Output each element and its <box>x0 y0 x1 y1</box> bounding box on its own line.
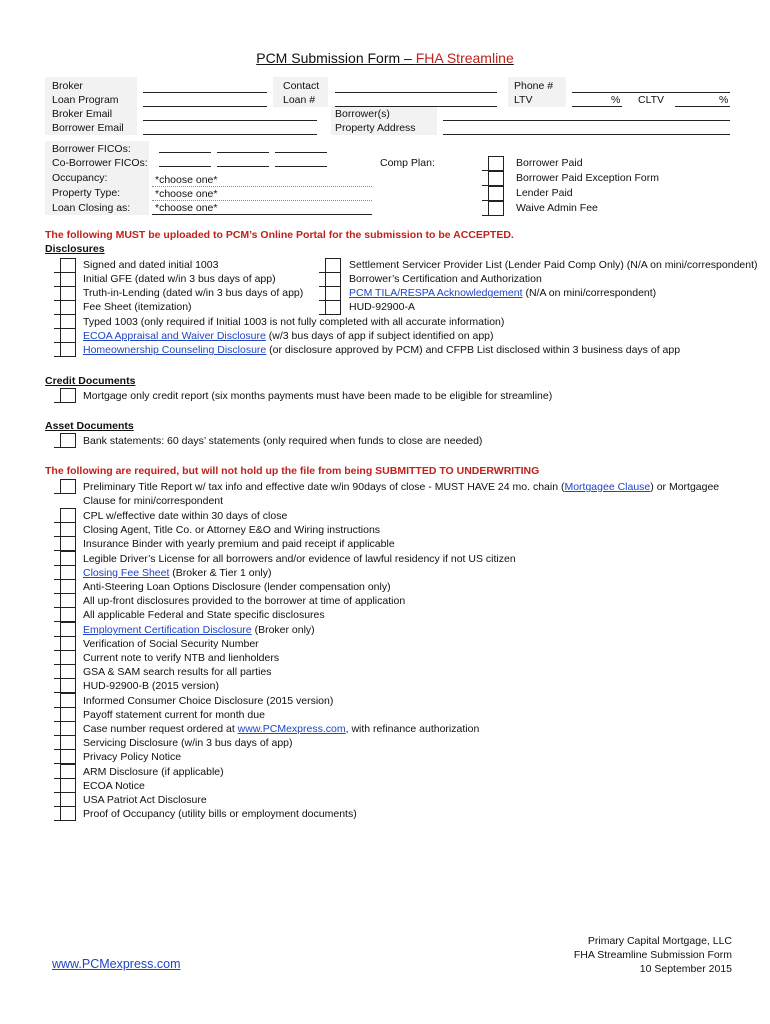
checkbox[interactable] <box>60 593 76 608</box>
required-item: All applicable Federal and State specific disclosures <box>83 609 325 621</box>
disclosure-item: Signed and dated initial 1003 <box>83 259 219 271</box>
footer-form-name: FHA Streamline Submission Form <box>573 949 732 961</box>
comp-plan-label: Comp Plan: <box>380 157 435 169</box>
disclosure-item: Borrower’s Certification and Authorization <box>349 273 542 285</box>
title-main: PCM Submission Form – <box>256 50 416 66</box>
checkbox[interactable] <box>60 314 76 329</box>
footer-company: Primary Capital Mortgage, LLC <box>587 935 732 947</box>
checkbox[interactable] <box>60 328 76 343</box>
checkbox[interactable] <box>60 650 76 665</box>
checkbox[interactable] <box>60 300 76 315</box>
checkbox[interactable] <box>60 622 76 637</box>
ltv-label: LTV <box>514 94 533 106</box>
mortgagee-clause-link[interactable]: Mortgagee Clause <box>564 481 651 493</box>
required-item: Legible Driver’s License for all borrowers and/or evidence of lawful residency if not US citizen <box>83 553 516 565</box>
required-item: GSA & SAM search results for all parties <box>83 666 272 678</box>
checkbox[interactable] <box>60 678 76 693</box>
comp-option-lender-paid: Lender Paid <box>516 187 573 199</box>
required-item: CPL w/effective date within 30 days of close <box>83 510 288 522</box>
phone-field[interactable] <box>572 92 730 93</box>
required-item: USA Patriot Act Disclosure <box>83 794 207 806</box>
checkbox[interactable] <box>60 749 76 764</box>
required-item: Closing Fee Sheet (Broker & Tier 1 only) <box>83 567 272 579</box>
checkbox[interactable] <box>60 693 76 708</box>
homeownership-link[interactable]: Homeownership Counseling Disclosure <box>83 344 267 356</box>
checkbox-line <box>54 356 76 357</box>
disclosure-item: HUD-92900-A <box>349 301 415 313</box>
borrowers-label: Borrower(s) <box>335 108 390 120</box>
borrower-fico-1[interactable] <box>159 152 211 153</box>
checkbox[interactable] <box>60 778 76 793</box>
required-item: All up-front disclosures provided to the borrower at time of application <box>83 595 406 607</box>
tila-respa-link[interactable]: PCM TILA/RESPA Acknowledgement <box>349 287 523 299</box>
checkbox[interactable] <box>60 522 76 537</box>
coborrower-ficos-label: Co-Borrower FICOs: <box>52 157 148 169</box>
checkbox[interactable] <box>60 636 76 651</box>
required-item: Privacy Policy Notice <box>83 751 182 763</box>
required-item: HUD-92900-B (2015 version) <box>83 680 219 692</box>
asset-heading: Asset Documents <box>45 420 134 432</box>
loan-closing-underline <box>152 214 372 215</box>
required-item-continued: Clause for mini/correspondent <box>83 495 224 507</box>
checkbox[interactable] <box>60 508 76 523</box>
checkbox[interactable] <box>60 258 76 273</box>
comp-checkbox-lender-paid[interactable] <box>488 186 504 201</box>
checkbox[interactable] <box>60 272 76 287</box>
coborrower-fico-1[interactable] <box>159 166 211 167</box>
checkbox[interactable] <box>60 433 76 448</box>
occupancy-label: Occupancy: <box>52 172 108 184</box>
borrower-email-label: Borrower Email <box>52 122 124 134</box>
property-type-select[interactable]: *choose one* <box>155 188 218 200</box>
checkbox[interactable] <box>60 607 76 622</box>
disclosures-heading: Disclosures <box>45 243 105 255</box>
footer-website: www.PCMexpress.com <box>52 957 181 971</box>
required-item: Anti-Steering Loan Options Disclosure (lender compensation only) <box>83 581 391 593</box>
disclosure-item: Truth-in-Lending (dated w/in 3 bus days of app) <box>83 287 304 299</box>
required-item: Informed Consumer Choice Disclosure (2015 version) <box>83 695 334 707</box>
checkbox[interactable] <box>60 721 76 736</box>
cltv-field[interactable] <box>675 106 730 107</box>
checkbox-line <box>319 314 341 315</box>
checkbox[interactable] <box>325 286 341 301</box>
checkbox-line <box>54 447 76 448</box>
checkbox[interactable] <box>325 258 341 273</box>
checkbox[interactable] <box>60 565 76 580</box>
required-item-link[interactable]: Employment Certification Disclosure <box>83 624 252 636</box>
loan-number-label: Loan # <box>283 94 316 106</box>
occupancy-select[interactable]: *choose one* <box>155 174 218 186</box>
required-item: Payoff statement current for month due <box>83 709 265 721</box>
coborrower-fico-2[interactable] <box>217 166 269 167</box>
checkbox[interactable] <box>60 735 76 750</box>
broker-label: Broker <box>52 80 83 92</box>
required-item: Case number request ordered at www.PCMexpress.com, with refinance authorization <box>83 723 480 735</box>
required-item: Servicing Disclosure (w/in 3 bus days of app) <box>83 737 293 749</box>
checkbox[interactable] <box>60 551 76 566</box>
checkbox[interactable] <box>60 806 76 821</box>
required-item: Employment Certification Disclosure (Broker only) <box>83 624 315 636</box>
property-address-label: Property Address <box>335 122 416 134</box>
borrowers-field[interactable] <box>443 120 730 121</box>
page-title <box>0 50 770 66</box>
disclosure-item: Initial GFE (dated w/in 3 bus days of app) <box>83 273 276 285</box>
loan-closing-label: Loan Closing as: <box>52 202 131 214</box>
checkbox[interactable] <box>60 536 76 551</box>
checkbox-line <box>54 402 76 403</box>
required-item: Proof of Occupancy (utility bills or employment documents) <box>83 808 357 820</box>
checkbox[interactable] <box>60 342 76 357</box>
disclosure-item: Homeownership Counseling Disclosure (or disclosure approved by PCM) and CFPB List disclosed within 3 business days of app <box>83 344 681 356</box>
checkbox-line <box>54 493 76 494</box>
checkbox[interactable] <box>60 479 76 494</box>
occupancy-underline <box>152 186 372 187</box>
broker-email-field[interactable] <box>143 120 317 121</box>
footer-date: 10 September 2015 <box>639 963 732 975</box>
required-item: Preliminary Title Report w/ tax info and effective date w/in 90days of close - MUST HAVE 24 mo. chain (Mortgagee Clause) or Mortgagee <box>83 481 720 493</box>
credit-item: Mortgage only credit report (six months payments must have been made to be eligible for streamline) <box>83 390 553 402</box>
checkbox[interactable] <box>60 707 76 722</box>
asset-item: Bank statements: 60 days’ statements (only required when funds to close are needed) <box>83 435 483 447</box>
broker-email-label: Broker Email <box>52 108 113 120</box>
comp-option-waive-fee: Waive Admin Fee <box>516 202 598 214</box>
checkbox[interactable] <box>325 300 341 315</box>
required-notice: The following are required, but will not hold up the file from being SUBMITTED TO UNDERWRITING <box>45 465 540 477</box>
property-address-field[interactable] <box>443 134 730 135</box>
required-item: Insurance Binder with yearly premium and paid receipt if applicable <box>83 538 395 550</box>
disclosure-item: ECOA Appraisal and Waiver Disclosure (w/3 bus days of app if subject identified on app) <box>83 330 494 342</box>
required-item: Verification of Social Security Number <box>83 638 259 650</box>
upload-notice: The following MUST be uploaded to PCM’s Online Portal for the submission to be ACCEPTED. <box>45 229 514 241</box>
property-type-label: Property Type: <box>52 187 121 199</box>
comp-option-exception: Borrower Paid Exception Form <box>516 172 659 184</box>
required-item-link[interactable]: Closing Fee Sheet <box>83 567 170 579</box>
disclosure-item: Typed 1003 (only required if Initial 1003 is not fully completed with all accurate information) <box>83 316 505 328</box>
required-item: ARM Disclosure (if applicable) <box>83 766 224 778</box>
required-item-link[interactable]: www.PCMexpress.com <box>237 723 346 735</box>
checkbox[interactable] <box>60 388 76 403</box>
checkbox[interactable] <box>325 272 341 287</box>
checkbox-line <box>54 820 76 821</box>
borrower-email-field[interactable] <box>143 134 317 135</box>
credit-heading: Credit Documents <box>45 375 136 387</box>
checkbox-line <box>482 215 504 216</box>
borrower-fico-2[interactable] <box>217 152 269 153</box>
cltv-percent: % <box>719 94 729 106</box>
comp-checkbox-exception[interactable] <box>488 171 504 186</box>
borrower-ficos-label: Borrower FICOs: <box>52 143 131 155</box>
checkbox[interactable] <box>60 579 76 594</box>
disclosure-item: PCM TILA/RESPA Acknowledgement (N/A on mini/correspondent) <box>349 287 657 299</box>
ltv-percent: % <box>611 94 621 106</box>
broker-field[interactable] <box>143 92 267 93</box>
title-highlight: FHA Streamline <box>415 50 514 66</box>
phone-label: Phone # <box>514 80 554 92</box>
cltv-label: CLTV <box>638 94 665 106</box>
checkbox[interactable] <box>60 792 76 807</box>
checkbox[interactable] <box>60 286 76 301</box>
checkbox[interactable] <box>60 664 76 679</box>
loan-closing-select[interactable]: *choose one* <box>155 202 218 214</box>
loan-number-field[interactable] <box>335 106 497 107</box>
checkbox[interactable] <box>60 764 76 779</box>
loan-program-field[interactable] <box>143 106 267 107</box>
contact-field[interactable] <box>335 92 497 93</box>
coborrower-fico-3[interactable] <box>275 166 327 167</box>
disclosure-item: Fee Sheet (itemization) <box>83 301 192 313</box>
borrower-fico-3[interactable] <box>275 152 327 153</box>
comp-option-borrower-paid: Borrower Paid <box>516 157 583 169</box>
comp-checkbox-borrower-paid[interactable] <box>488 156 504 171</box>
ltv-field[interactable] <box>572 106 622 107</box>
contact-label: Contact <box>283 80 320 92</box>
loan-program-label: Loan Program <box>52 94 119 106</box>
required-item: Closing Agent, Title Co. or Attorney E&O and Wiring instructions <box>83 524 381 536</box>
disclosure-item: Settlement Servicer Provider List (Lender Paid Comp Only) (N/A on mini/correspondent) <box>349 259 758 271</box>
ecoa-appraisal-link[interactable]: ECOA Appraisal and Waiver Disclosure <box>83 330 266 342</box>
comp-checkbox-waive-fee[interactable] <box>488 201 504 216</box>
required-item: Current note to verify NTB and lienholders <box>83 652 280 664</box>
required-item: ECOA Notice <box>83 780 145 792</box>
property-type-underline <box>152 200 372 201</box>
